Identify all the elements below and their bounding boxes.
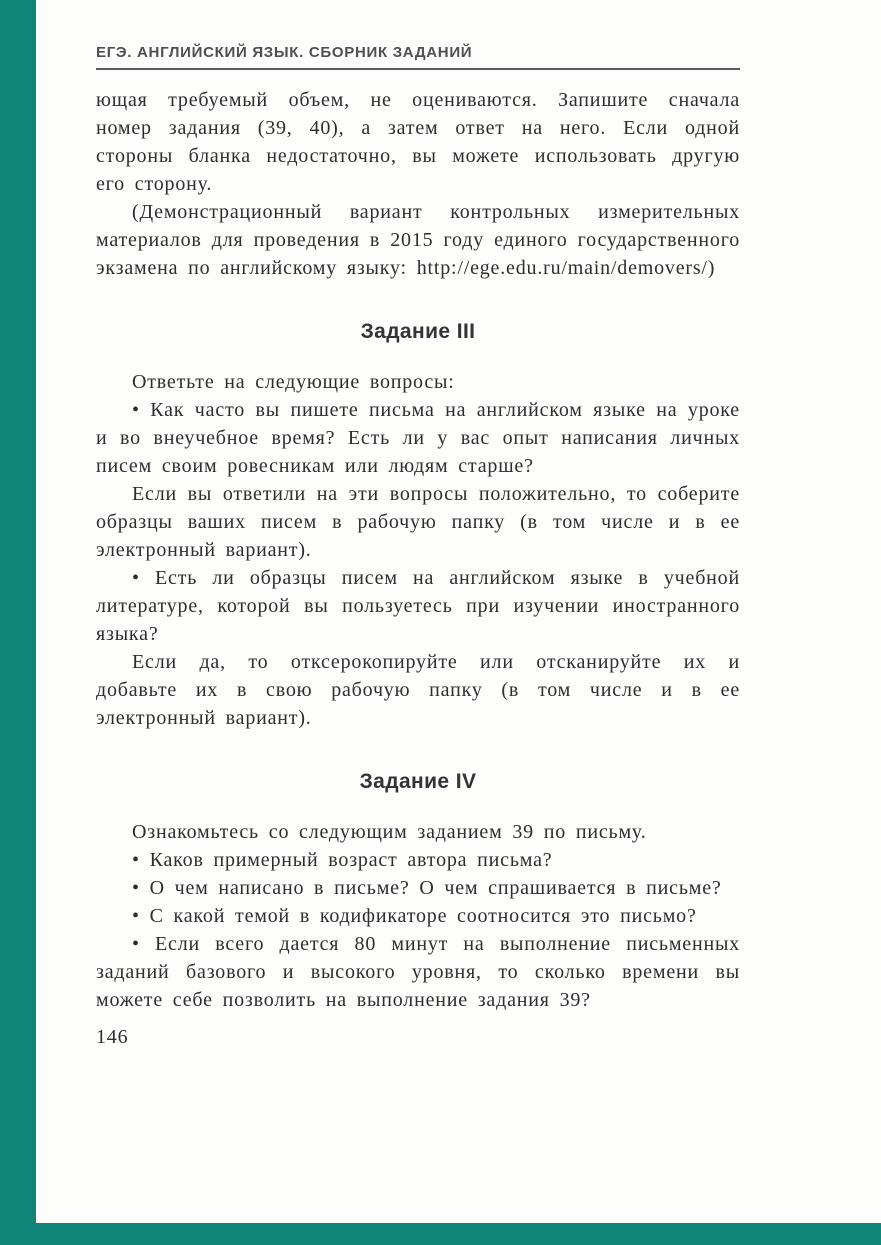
paragraph: Если вы ответили на эти вопросы положительно, то соберите образцы ваших писем в рабочую папку (в том числе и в ее электронный вариант). [96, 483, 740, 561]
bullet-item: • С какой темой в кодификаторе соотносится это письмо? [132, 905, 697, 927]
paragraph-source-note: (Демонстрационный вариант контрольных измерительных материалов для проведения в 2015 году единого государственного экзамена по английскому языку: http://ege.edu.ru/main/demovers/) [96, 201, 740, 279]
page-number: 146 [96, 1026, 129, 1048]
paragraph-intro-task-39: Ознакомьтесь со следующим заданием 39 по письму. [132, 821, 647, 843]
running-header-text: ЕГЭ. АНГЛИЙСКИЙ ЯЗЫК. СБОРНИК ЗАДАНИЙ [96, 44, 473, 61]
paragraph-continuation: ющая требуемый объем, не оцениваются. Запишите сначала номер задания (39, 40), а затем ответ на него. Если одной стороны бланка недостаточно, вы можете использовать другую его сторону. [96, 89, 740, 195]
running-header [96, 44, 740, 70]
bullet-item: • О чем написано в письме? О чем спрашивается в письме? [132, 877, 722, 899]
paragraph: Если да, то отксерокопируйте или отсканируйте их и добавьте их в свою рабочую папку (в том числе и в ее электронный вариант). [96, 651, 740, 729]
bullet-item: • Есть ли образцы писем на английском языке в учебной литературе, которой вы пользуетесь при изучении иностранного языка? [96, 567, 740, 645]
book-edge-bottom [0, 1223, 881, 1245]
section-heading-task-4: Задание IV [359, 770, 477, 793]
paragraph-intro-questions: Ответьте на следующие вопросы: [132, 371, 455, 393]
bullet-item: • Каков примерный возраст автора письма? [132, 849, 553, 871]
section-heading-task-3: Задание III [360, 320, 476, 343]
bullet-item: • Если всего дается 80 минут на выполнение письменных заданий базового и высокого уровня, то сколько времени вы можете себе позволить на выполнение задания 39? [96, 933, 740, 1011]
book-edge-left [0, 0, 36, 1245]
page-content [96, 44, 740, 1049]
bullet-item: • Как часто вы пишете письма на английском языке на уроке и во внеучебное время? Есть ли у вас опыт написания личных писем своим ровесникам или людям старше? [96, 399, 740, 477]
